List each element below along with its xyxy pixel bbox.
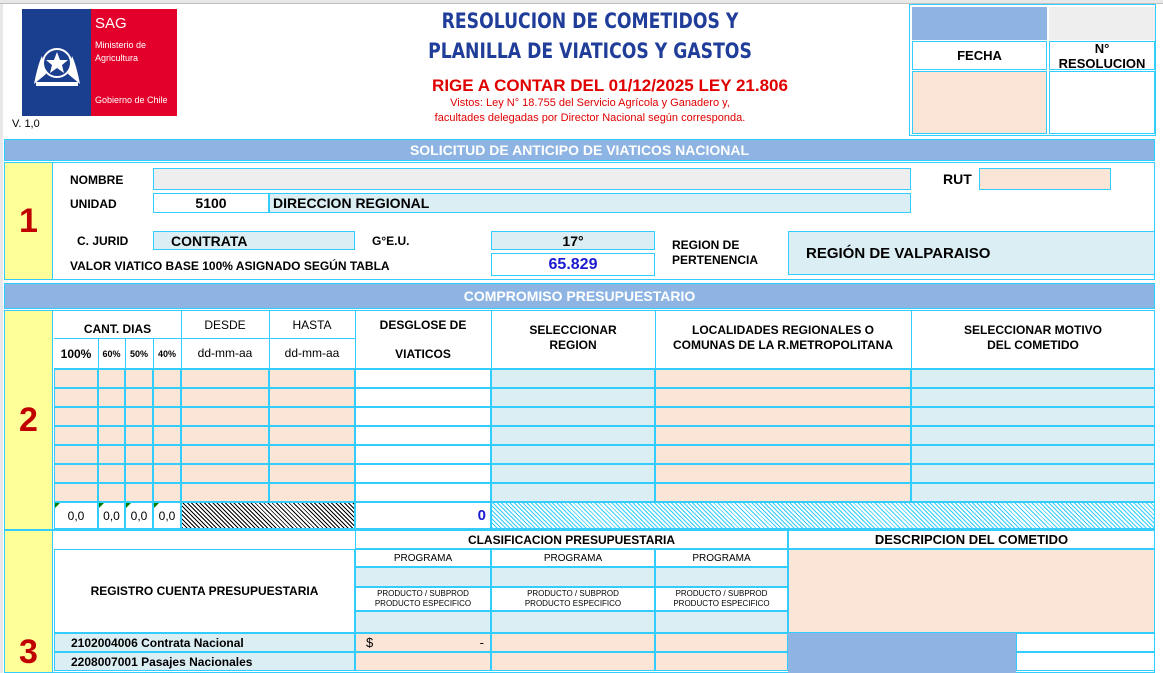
region-pertenencia-label-line2: PERTENENCIA bbox=[672, 253, 759, 267]
nombre-input[interactable] bbox=[153, 168, 911, 190]
total-50: 0,0 bbox=[125, 502, 153, 529]
coat-of-arms-icon bbox=[28, 34, 86, 92]
section2-cell[interactable] bbox=[54, 445, 98, 464]
registro-label: REGISTRO CUENTA PRESUPUESTARIA bbox=[54, 549, 355, 633]
producto-line2: PRODUCTO ESPECIFICO bbox=[524, 599, 622, 608]
section2-cell[interactable] bbox=[655, 369, 911, 388]
section2-cell[interactable] bbox=[181, 445, 269, 464]
localidades-line1: LOCALIDADES REGIONALES O bbox=[691, 323, 874, 337]
monto-cell-6[interactable] bbox=[655, 652, 788, 671]
signature-side-cell-1[interactable] bbox=[1016, 633, 1155, 652]
producto-label-3 bbox=[655, 587, 788, 611]
section2-cell[interactable] bbox=[54, 407, 98, 426]
section2-cell[interactable] bbox=[655, 464, 911, 483]
section2-cell[interactable] bbox=[98, 388, 125, 407]
logo-ministerio-text: Ministerio de Agricultura bbox=[95, 40, 147, 63]
rut-label: RUT bbox=[943, 171, 972, 187]
section2-cell[interactable] bbox=[911, 388, 1155, 407]
producto-label-1 bbox=[355, 587, 491, 611]
section2-cell[interactable] bbox=[355, 483, 491, 502]
section2-cell[interactable] bbox=[655, 388, 911, 407]
fecha-label: FECHA bbox=[912, 41, 1047, 70]
section2-cell[interactable] bbox=[153, 464, 181, 483]
pct-60: 60% bbox=[102, 349, 121, 359]
section2-cell[interactable] bbox=[125, 426, 153, 445]
sel-region-line1: SELECCIONAR bbox=[529, 323, 617, 337]
motivo-line1: SELECCIONAR MOTIVO bbox=[963, 323, 1102, 337]
producto-line1: PRODUCTO / SUBPROD bbox=[527, 589, 619, 598]
section2-cell[interactable] bbox=[54, 464, 98, 483]
section2-cell[interactable] bbox=[181, 407, 269, 426]
logo-sag-text: SAG bbox=[95, 15, 127, 32]
pct-40: 40% bbox=[157, 349, 176, 359]
section2-cell[interactable] bbox=[98, 426, 125, 445]
resolucion-label: N° RESOLUCION bbox=[1049, 41, 1155, 70]
section2-cell[interactable] bbox=[125, 483, 153, 502]
producto-input-3[interactable] bbox=[655, 611, 788, 633]
hatched-dates-cell bbox=[181, 502, 355, 529]
rige-text: RIGE A CONTAR DEL 01/12/2025 LEY 21.806 bbox=[432, 76, 788, 95]
section2-cell[interactable] bbox=[269, 445, 355, 464]
grado-label: G°E.U. bbox=[372, 234, 410, 248]
rut-input[interactable] bbox=[979, 168, 1111, 190]
motivo-line2: DEL COMETIDO bbox=[987, 338, 1079, 352]
section2-cell[interactable] bbox=[181, 464, 269, 483]
programa-label-2: PROGRAMA bbox=[491, 549, 655, 567]
section2-cell[interactable] bbox=[153, 407, 181, 426]
descripcion-label: DESCRIPCION DEL COMETIDO bbox=[788, 530, 1155, 549]
unidad-code[interactable]: 5100 bbox=[153, 193, 269, 213]
section2-cell[interactable] bbox=[98, 464, 125, 483]
producto-line1: PRODUCTO / SUBPROD bbox=[377, 589, 469, 598]
vistos-line1: Vistos: Ley N° 18.755 del Servicio Agrícola y Ganadero y, bbox=[450, 97, 730, 109]
unidad-label: UNIDAD bbox=[70, 197, 117, 211]
section2-cell[interactable] bbox=[355, 445, 491, 464]
section2-cell[interactable] bbox=[98, 369, 125, 388]
desglose-label-line1: DESGLOSE DE bbox=[379, 318, 467, 332]
section2-cell[interactable] bbox=[54, 426, 98, 445]
section2-cell[interactable] bbox=[911, 426, 1155, 445]
page-title-line2: PLANILLA DE VIATICOS Y GASTOS bbox=[428, 39, 752, 63]
region-pertenencia-value[interactable]: REGIÓN DE VALPARAISO bbox=[788, 231, 1155, 275]
section2-rows bbox=[54, 369, 1155, 502]
monto-cell-4[interactable] bbox=[491, 652, 655, 671]
section2-cell[interactable] bbox=[491, 464, 655, 483]
section2-cell[interactable] bbox=[269, 426, 355, 445]
section2-cell[interactable] bbox=[911, 445, 1155, 464]
section3-number: 3 bbox=[4, 530, 53, 673]
section2-cell[interactable] bbox=[655, 407, 911, 426]
sag-logo bbox=[22, 9, 177, 116]
section2-cell[interactable] bbox=[54, 388, 98, 407]
programa-label-3: PROGRAMA bbox=[655, 549, 788, 567]
producto-line2: PRODUCTO ESPECIFICO bbox=[673, 599, 770, 608]
section1-number: 1 bbox=[4, 162, 53, 280]
page-title-line1: RESOLUCION DE COMETIDOS Y bbox=[441, 9, 739, 33]
section2-cell[interactable] bbox=[269, 407, 355, 426]
resolucion-input[interactable] bbox=[1049, 71, 1155, 134]
valor-viatico-value: 65.829 bbox=[491, 253, 655, 276]
section2-cell[interactable] bbox=[153, 426, 181, 445]
section2-cell[interactable] bbox=[269, 369, 355, 388]
total-40: 0,0 bbox=[153, 502, 181, 529]
producto-label-2 bbox=[491, 587, 655, 611]
section2-cell[interactable] bbox=[355, 407, 491, 426]
section2-cell[interactable] bbox=[125, 388, 153, 407]
section2-cell[interactable] bbox=[269, 464, 355, 483]
logo-red-block bbox=[91, 9, 177, 116]
producto-line2: PRODUCTO ESPECIFICO bbox=[374, 599, 472, 608]
section2-cell[interactable] bbox=[181, 426, 269, 445]
section2-cell[interactable] bbox=[98, 407, 125, 426]
cuenta-row-1: 2102004006 Contrata Nacional bbox=[54, 633, 355, 652]
fecha-input[interactable] bbox=[912, 71, 1047, 134]
section2-cell[interactable] bbox=[355, 369, 491, 388]
section2-cell[interactable] bbox=[491, 407, 655, 426]
pct-100: 100% bbox=[60, 347, 92, 361]
row-header-strip bbox=[0, 4, 3, 673]
cant-dias-label: CANT. DIAS bbox=[83, 322, 152, 336]
monto-cell-1[interactable] bbox=[355, 633, 491, 652]
section2-cell[interactable] bbox=[54, 483, 98, 502]
section2-cell[interactable] bbox=[491, 483, 655, 502]
section2-cell[interactable] bbox=[181, 483, 269, 502]
section2-cell[interactable] bbox=[153, 369, 181, 388]
section2-cell[interactable] bbox=[125, 464, 153, 483]
section2-cell[interactable] bbox=[655, 445, 911, 464]
section2-cell[interactable] bbox=[125, 445, 153, 464]
programa-label-1: PROGRAMA bbox=[355, 549, 491, 567]
section2-cell[interactable] bbox=[181, 388, 269, 407]
section2-banner: COMPROMISO PRESUPUESTARIO bbox=[4, 283, 1155, 309]
monto-cell-5[interactable] bbox=[655, 633, 788, 652]
logo-gobierno-text: Gobierno de Chile bbox=[95, 95, 168, 105]
vistos-line2: facultades delegadas por Director Nacional según corresponda. bbox=[434, 112, 746, 124]
cjurid-value[interactable]: CONTRATA bbox=[153, 231, 355, 250]
fecha-top-cell bbox=[912, 7, 1047, 40]
section1-banner: SOLICITUD DE ANTICIPO DE VIATICOS NACIONAL bbox=[4, 139, 1155, 161]
section2-cell[interactable] bbox=[269, 483, 355, 502]
grado-value[interactable]: 17° bbox=[491, 231, 655, 250]
version-label: V. 1,0 bbox=[12, 118, 40, 130]
section2-cell[interactable] bbox=[911, 483, 1155, 502]
desde-format: dd-mm-aa bbox=[197, 346, 253, 360]
desglose-label-line2: VIATICOS bbox=[395, 347, 451, 361]
desglose-total: 0 bbox=[355, 502, 491, 529]
section2-cell[interactable] bbox=[655, 426, 911, 445]
programa-input-1[interactable] bbox=[355, 567, 491, 587]
producto-input-1[interactable] bbox=[355, 611, 491, 633]
sel-region-line2: REGION bbox=[549, 338, 597, 352]
section2-cell[interactable] bbox=[181, 369, 269, 388]
section2-cell[interactable] bbox=[911, 369, 1155, 388]
descripcion-input[interactable] bbox=[788, 549, 1155, 633]
localidades-line2: COMUNAS DE LA R.METROPOLITANA bbox=[673, 338, 893, 352]
cuenta-row-2: 2208007001 Pasajes Nacionales bbox=[54, 652, 355, 671]
total-100: 0,0 bbox=[54, 502, 98, 529]
logo-blue-block bbox=[22, 9, 91, 116]
section2-cell[interactable] bbox=[355, 388, 491, 407]
clasificacion-label: CLASIFICACION PRESUPUESTARIA bbox=[355, 530, 788, 549]
section2-cell[interactable] bbox=[153, 483, 181, 502]
pct-50: 50% bbox=[129, 349, 148, 359]
section2-cell[interactable] bbox=[655, 483, 911, 502]
section2-cell[interactable] bbox=[269, 388, 355, 407]
section2-cell[interactable] bbox=[355, 464, 491, 483]
signature-side-cell-2[interactable] bbox=[1016, 652, 1155, 671]
resolucion-top-cell bbox=[1049, 7, 1155, 40]
programa-input-3[interactable] bbox=[655, 567, 788, 587]
programa-input-2[interactable] bbox=[491, 567, 655, 587]
section2-cell[interactable] bbox=[911, 407, 1155, 426]
section2-cell[interactable] bbox=[153, 388, 181, 407]
nombre-label: NOMBRE bbox=[70, 173, 124, 187]
section2-cell[interactable] bbox=[125, 369, 153, 388]
valor-viatico-label: VALOR VIATICO BASE 100% ASIGNADO SEGÚN TABLA bbox=[70, 259, 390, 273]
producto-input-2[interactable] bbox=[491, 611, 655, 633]
desde-label: DESDE bbox=[204, 318, 246, 332]
section2-cell[interactable] bbox=[491, 369, 655, 388]
signature-block bbox=[788, 633, 1016, 673]
section2-cell[interactable] bbox=[125, 407, 153, 426]
currency-symbol: $ bbox=[366, 635, 374, 650]
monto-cell-3[interactable] bbox=[491, 633, 655, 652]
section2-cell[interactable] bbox=[491, 445, 655, 464]
unidad-name[interactable]: DIRECCION REGIONAL bbox=[269, 193, 911, 213]
section2-cell[interactable] bbox=[491, 426, 655, 445]
dash-value: - bbox=[479, 635, 484, 650]
producto-line1: PRODUCTO / SUBPROD bbox=[675, 589, 768, 598]
hasta-label: HASTA bbox=[292, 318, 332, 332]
section2-cell[interactable] bbox=[98, 483, 125, 502]
section2-cell[interactable] bbox=[355, 426, 491, 445]
total-60: 0,0 bbox=[98, 502, 125, 529]
hatched-region-cell bbox=[491, 502, 1155, 529]
cjurid-label: C. JURID bbox=[77, 234, 129, 248]
fecha-resolucion-box bbox=[909, 4, 1156, 136]
section2-cell[interactable] bbox=[911, 464, 1155, 483]
section2-cell[interactable] bbox=[98, 445, 125, 464]
section2-cell[interactable] bbox=[153, 445, 181, 464]
monto-cell-2[interactable] bbox=[355, 652, 491, 671]
section2-cell[interactable] bbox=[491, 388, 655, 407]
section2-number: 2 bbox=[4, 310, 53, 530]
section2-cell[interactable] bbox=[54, 369, 98, 388]
hasta-format: dd-mm-aa bbox=[284, 346, 340, 360]
region-pertenencia-label-line1: REGION DE bbox=[672, 238, 740, 252]
